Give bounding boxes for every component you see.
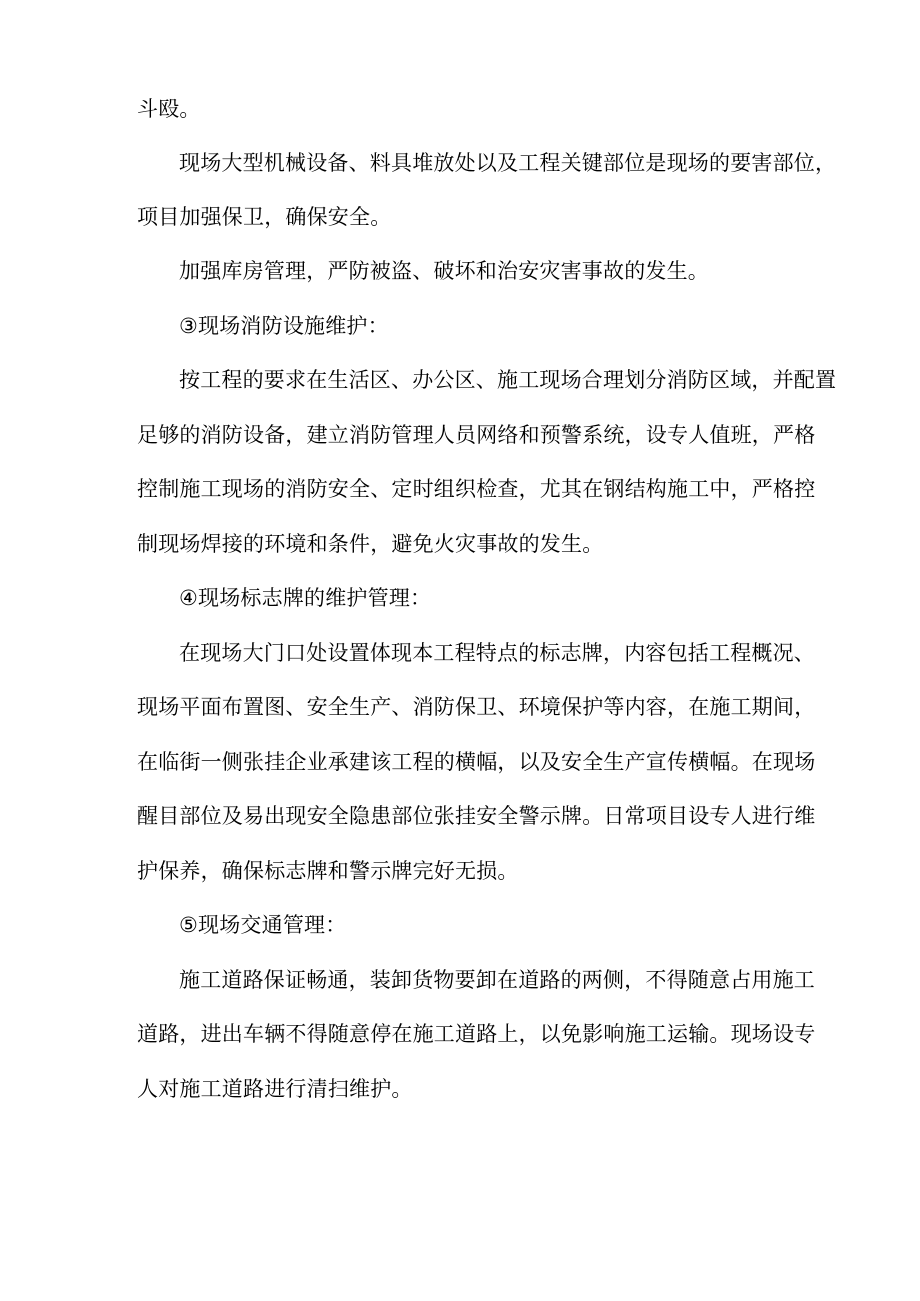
text-line: 斗殴。 — [137, 97, 201, 121]
text-line: 在临街一侧张挂企业承建该工程的横幅，以及安全生产宣传横幅。在现场 — [137, 750, 816, 774]
text-line: 足够的消防设备，建立消防管理人员网络和预警系统，设专人值班，严格 — [137, 423, 816, 447]
text-line: 项目加强保卫，确保安全。 — [137, 205, 392, 229]
section-heading: ④现场标志牌的维护管理： — [179, 586, 432, 610]
section-heading: ⑤现场交通管理： — [179, 913, 347, 937]
text-line: 制现场焊接的环境和条件，避免火灾事故的发生。 — [137, 532, 604, 556]
text-line: 现场平面布置图、安全生产、消防保卫、环境保护等内容，在施工期间， — [137, 695, 816, 719]
text-line: 护保养，确保标志牌和警示牌完好无损。 — [137, 859, 519, 883]
section-heading: ③现场消防设施维护： — [179, 314, 389, 338]
text-line: 在现场大门口处设置体现本工程特点的标志牌，内容包括工程概况、 — [179, 641, 815, 665]
text-line: 道路，进出车辆不得随意停在施工道路上，以免影响施工运输。现场设专 — [137, 1022, 816, 1046]
text-line: 加强库房管理，严防被盗、破坏和治安灾害事故的发生。 — [179, 259, 709, 283]
text-line: 按工程的要求在生活区、办公区、施工现场合理划分消防区域，并配置 — [179, 368, 837, 392]
text-line: 人对施工道路进行清扫维护。 — [137, 1077, 413, 1101]
text-line: 控制施工现场的消防安全、定时组织检查，尤其在钢结构施工中，严格控 — [137, 477, 816, 501]
text-line: 醒目部位及易出现安全隐患部位张挂安全警示牌。日常项目设专人进行维 — [137, 804, 816, 828]
text-line: 施工道路保证畅通，装卸货物要卸在道路的两侧，不得随意占用施工 — [179, 968, 815, 992]
text-line: 现场大型机械设备、料具堆放处以及工程关键部位是现场的要害部位， — [179, 151, 837, 175]
